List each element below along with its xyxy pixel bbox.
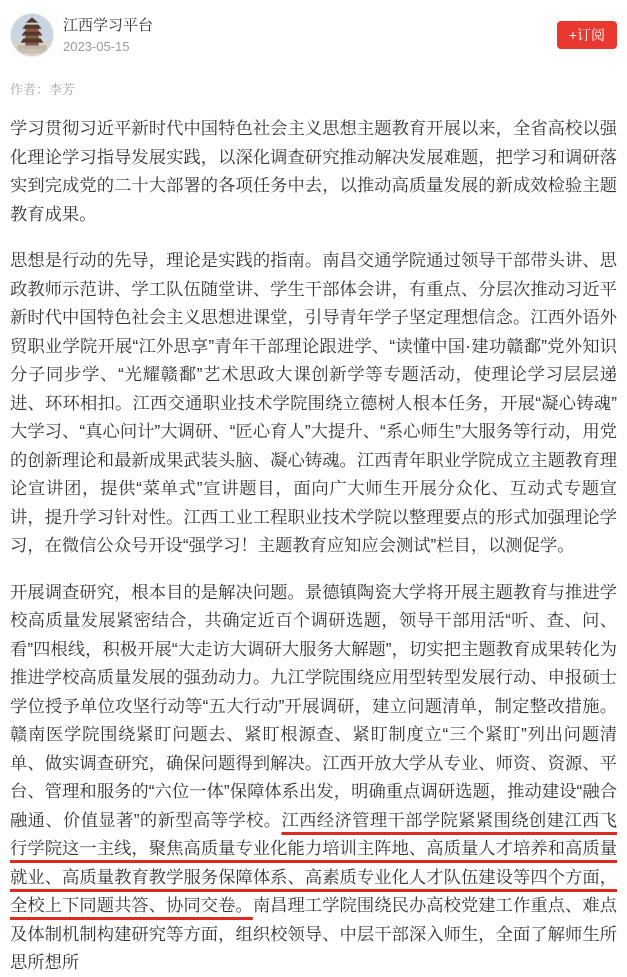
paragraph-text: 南昌理工学院围绕民办高校党建工作重点、难点及体制机制构建研究等方面，组织校领导、中层干部深入师生，全面了解师生所思所想所 [10, 895, 617, 972]
subscribe-button[interactable]: +订阅 [557, 21, 617, 49]
platform-avatar[interactable] [10, 13, 54, 57]
paragraph-text: 思想是行动的先导，理论是实践的指南。南昌交通学院通过领导干部带头讲、思政教师示范讲、学工队伍随堂讲、学生干部体会讲，有重点、分层次推动习近平新时代中国特色社会主义思想进课堂，引导青年学子坚定理想信念。江西外语外贸职业学院开展“江外思享”青年干部理论跟进学、“读懂中国·建功赣鄱”党外知识分子同步学、“光耀赣鄱”艺术思政大课创新学等专题活动，使理论学习层层递进、环环相扣。江西交通职业技术学院围绕立德树人根本任务，开展“凝心铸魂”大学习、“真心问计”大调研、“匠心育人”大提升、“系心师生”大服务等行动，用党的创新理论和最新成果武装头脑、凝心铸魂。江西青年职业学院成立主题教育理论宣讲团，提供“菜单式”宣讲题目，面向广大师生开展分众化、互动式专题宣讲，提升学习针对性。江西工业工程职业技术学院以整理要点的形式加强理论学习，在微信公众号开设“强学习！主题教育应知应会测试”栏目，以测促学。 [10, 250, 617, 555]
publish-date: 2023-05-15 [63, 38, 130, 54]
header [10, 0, 617, 57]
pagoda-icon [11, 14, 53, 56]
paragraph-text: 学习贯彻习近平新时代中国特色社会主义思想主题教育开展以来，全省高校以强化理论学习指导发展实践，以深化调查研究推动解决发展难题，把学习和调研落实到完成党的二十大部署的各项任务中去，以推动高质量发展的新成效检验主题教育成果。 [10, 118, 617, 224]
author-line: 作者：李芳 [10, 82, 76, 97]
red-underlined-text: 江西经济管理干部学院紧紧围绕创建江西飞行学院这一主线，聚焦高质量专业化能力培训主阵地、高质量人才培养和高质量就业、高质量教育教学服务保障体系、高素质专业化人才队伍建设等四个方面，全校上下同题共答、协同交卷。 [10, 809, 617, 915]
paragraph-text: 开展调查研究，根本目的是解决问题。景德镇陶瓷大学将开展主题教育与推进学校高质量发展紧密结合，共确定近百个调研选题，领导干部用活“听、查、问、看”四根线，积极开展“大走访大调研大服务大解题”，切实把主题教育成果转化为推进学校高质量发展的强劲动力。九江学院围绕应用型转型发展行动、申报硕士学位授予单位攻坚行动等“五大行动”开展调研，建立问题清单，制定整改措施。赣南医学院围绕紧盯问题去、紧盯根源查、紧盯制度立“三个紧盯”列出问题清单、做实调查研究，确保问题得到解决。江西开放大学从专业、师资、资源、平台、管理和服务的“六位一体”保障体系出发，明确重点调研选题，推动建设“融合融通、价值显著”的新型高等学校。 [10, 581, 617, 830]
article-body [10, 114, 617, 977]
paragraph-3 [10, 578, 617, 977]
paragraph-1 [10, 114, 617, 228]
paragraph-2 [10, 246, 617, 560]
platform-name[interactable]: 江西学习平台 [63, 16, 154, 34]
header-meta [63, 16, 557, 55]
